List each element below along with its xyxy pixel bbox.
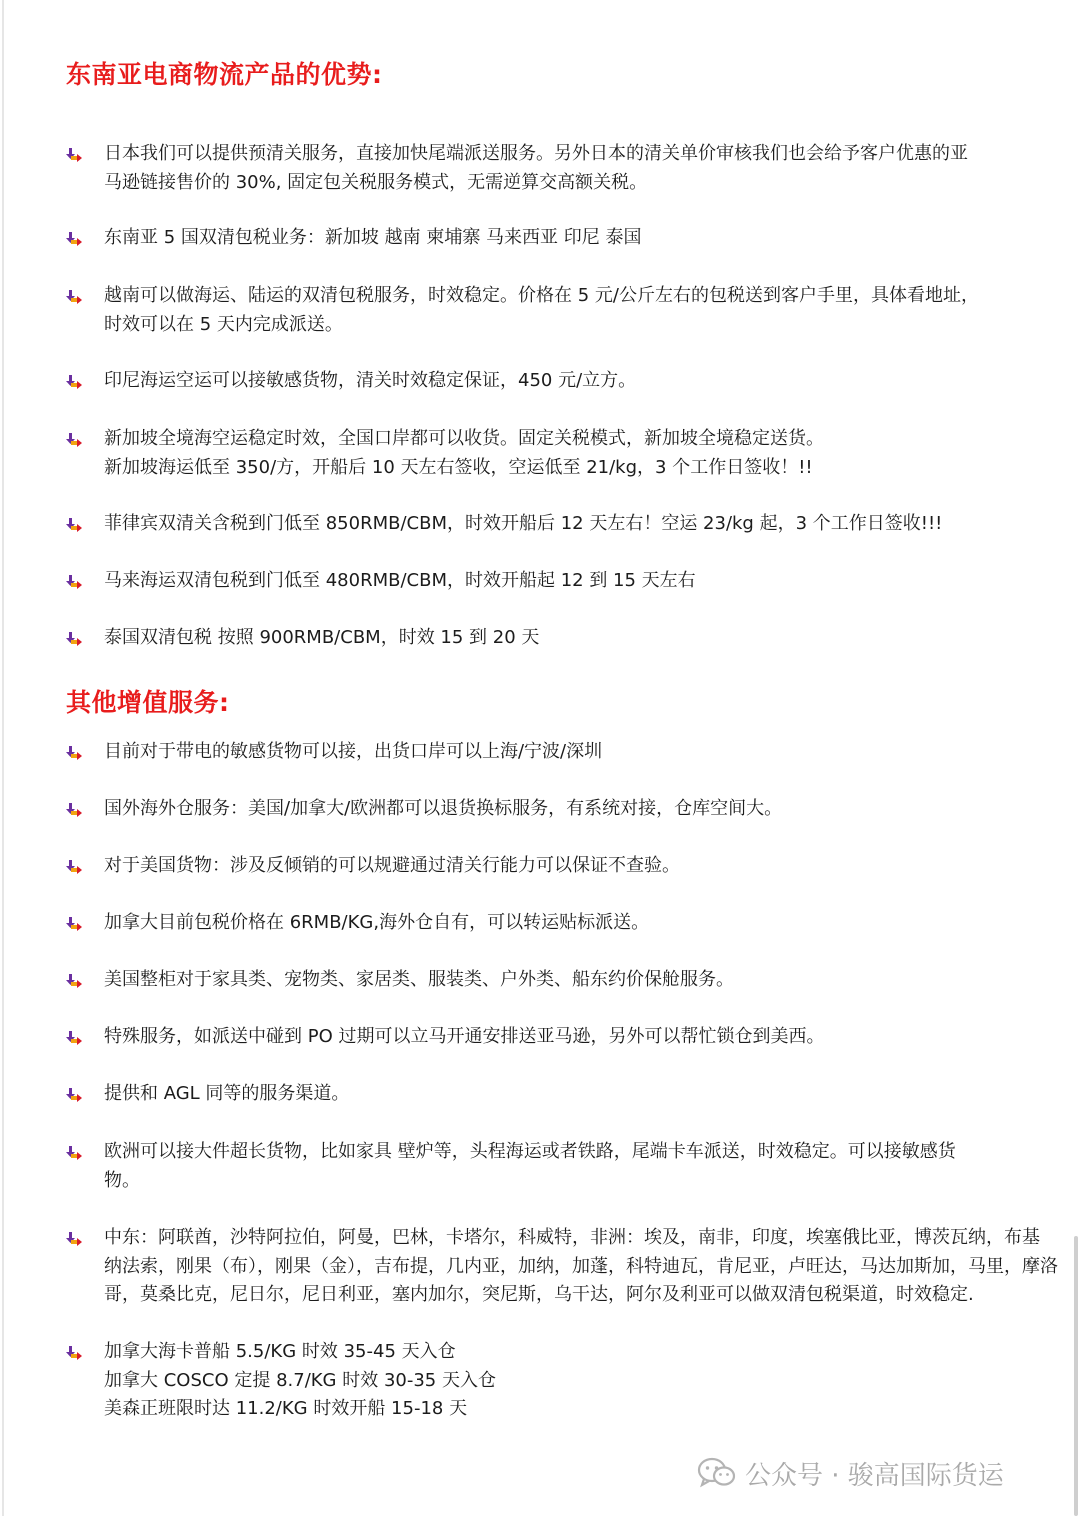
bullet-arrow-icon <box>66 746 82 760</box>
list-item-line: 国外海外仓服务：美国/加拿大/欧洲都可以退货换标服务，有系统对接，仓库空间大。 <box>104 798 783 819</box>
list-item-line: 目前对于带电的敏感货物可以接，出货口岸可以上海/宁波/深圳 <box>104 741 603 762</box>
section-title-value-added: 其他增值服务: <box>66 688 230 717</box>
list-item-text <box>104 367 1029 396</box>
left-edge-rule <box>2 0 4 1516</box>
list-item-line: 印尼海运空运可以接敏感货物，清关时效稳定保证，450 元/立方。 <box>104 370 637 391</box>
list-item-line: 加拿大海卡普船 5.5/KG 时效 35-45 天入仓 <box>104 1341 456 1362</box>
bullet-arrow-icon <box>66 575 82 589</box>
list-item-text <box>104 567 1029 596</box>
footer-text: 公众号 · 骏高国际货运 <box>745 1460 1004 1491</box>
list-item-text <box>104 1224 1058 1310</box>
bullet-arrow-icon <box>66 1088 82 1102</box>
wechat-icon <box>697 1457 737 1489</box>
scrollbar-thumb[interactable] <box>1074 1236 1078 1516</box>
list-item-line: 日本我们可以提供预清关服务，直接加快尾端派送服务。另外日本的清关单价审核我们也会给予客户优惠的亚 <box>104 143 968 164</box>
list-item-text <box>104 795 1029 824</box>
list-item-text <box>104 425 1029 482</box>
list-item-line: 提供和 AGL 同等的服务渠道。 <box>104 1083 350 1104</box>
list-item-text <box>104 1023 1029 1052</box>
list-item-text <box>104 224 1029 253</box>
bullet-arrow-icon <box>66 433 82 447</box>
bullet-arrow-icon <box>66 803 82 817</box>
bullet-arrow-icon <box>66 974 82 988</box>
bullet-arrow-icon <box>66 1146 82 1160</box>
footer-watermark <box>697 1456 1004 1490</box>
list-item-line: 欧洲可以接大件超长货物，比如家具 壁炉等，头程海运或者铁路，尾端卡车派送，时效稳定。可以接敏感货 <box>104 1141 956 1162</box>
bullet-arrow-icon <box>66 290 82 304</box>
list-item-text <box>104 140 1029 197</box>
bullet-arrow-icon <box>66 1346 82 1360</box>
list-item-line: 泰国双清包税 按照 900RMB/CBM，时效 15 到 20 天 <box>104 627 540 648</box>
list-item-line: 特殊服务，如派送中碰到 PO 过期可以立马开通安排送亚马逊，另外可以帮忙锁仓到美西。 <box>104 1026 825 1047</box>
list-item-line: 越南可以做海运、陆运的双清包税服务，时效稳定。价格在 5 元/公斤左右的包税送到客户手里，具体看地址， <box>104 285 979 306</box>
list-item-line: 马来海运双清包税到门低至 480RMB/CBM，时效开船起 12 到 15 天左右 <box>104 570 696 591</box>
list-item-line: 纳法索，刚果（布），刚果（金），吉布提，几内亚，加纳，加蓬，科特迪瓦，肯尼亚，卢旺达，马达加斯加，马里，摩洛 <box>104 1255 1058 1277</box>
bullet-arrow-icon <box>66 632 82 646</box>
list-item-line: 新加坡全境海空运稳定时效，全国口岸都可以收货。固定关税模式，新加坡全境稳定送货。 <box>104 428 824 449</box>
list-item-line: 美国整柜对于家具类、宠物类、家居类、服装类、户外类、船东约价保舱服务。 <box>104 969 734 990</box>
bullet-arrow-icon <box>66 518 82 532</box>
list-item-line: 新加坡海运低至 350/方，开船后 10 天左右签收，空运低至 21/kg，3 个工作日签收！!! <box>104 456 813 478</box>
list-item-line: 美森正班限时达 11.2/KG 时效开船 15-18 天 <box>104 1398 468 1419</box>
bullet-arrow-icon <box>66 148 82 162</box>
list-item-line: 中东：阿联酋，沙特阿拉伯，阿曼，巴林，卡塔尔，科威特，非洲：埃及，南非，印度，埃塞俄比亚，博茨瓦纳，布基 <box>104 1227 1040 1248</box>
list-item-text <box>104 1138 1029 1195</box>
list-item-text <box>104 510 1029 539</box>
list-item-text <box>104 1338 1029 1424</box>
list-item-text <box>104 852 1029 881</box>
list-item-text <box>104 738 1029 767</box>
bullet-arrow-icon <box>66 917 82 931</box>
list-item-line: 菲律宾双清关含税到门低至 850RMB/CBM，时效开船后 12 天左右！空运 23/kg 起，3 个工作日签收!!! <box>104 513 943 534</box>
list-item-text <box>104 1080 1029 1109</box>
list-item-line: 马逊链接售价的 30%, 固定包关税服务模式，无需逆算交高额关税。 <box>104 171 648 193</box>
bullet-arrow-icon <box>66 1232 82 1246</box>
list-item-line: 东南亚 5 国双清包税业务：新加坡 越南 柬埔寨 马来西亚 印尼 泰国 <box>104 227 642 248</box>
bullet-arrow-icon <box>66 1031 82 1045</box>
list-item-line: 对于美国货物：涉及反倾销的可以规避通过清关行能力可以保证不查验。 <box>104 855 680 876</box>
bullet-arrow-icon <box>66 860 82 874</box>
list-item-line: 哥，莫桑比克，尼日尔，尼日利亚，塞内加尔，突尼斯，乌干达，阿尔及利亚可以做双清包税渠道，时效稳定. <box>104 1284 974 1305</box>
bullet-arrow-icon <box>66 375 82 389</box>
list-item-text <box>104 624 1029 653</box>
list-item-line: 加拿大目前包税价格在 6RMB/KG,海外仓自有，可以转运贴标派送。 <box>104 912 650 933</box>
bullet-arrow-icon <box>66 232 82 246</box>
list-item-text <box>104 966 1029 995</box>
list-item-text <box>104 909 1029 938</box>
section-title-advantages: 东南亚电商物流产品的优势: <box>66 60 383 89</box>
list-item-line: 物。 <box>104 1169 140 1191</box>
list-item-text <box>104 282 1029 339</box>
list-item-line: 加拿大 COSCO 定提 8.7/KG 时效 30-35 天入仓 <box>104 1369 496 1391</box>
list-item-line: 时效可以在 5 天内完成派送。 <box>104 313 343 335</box>
